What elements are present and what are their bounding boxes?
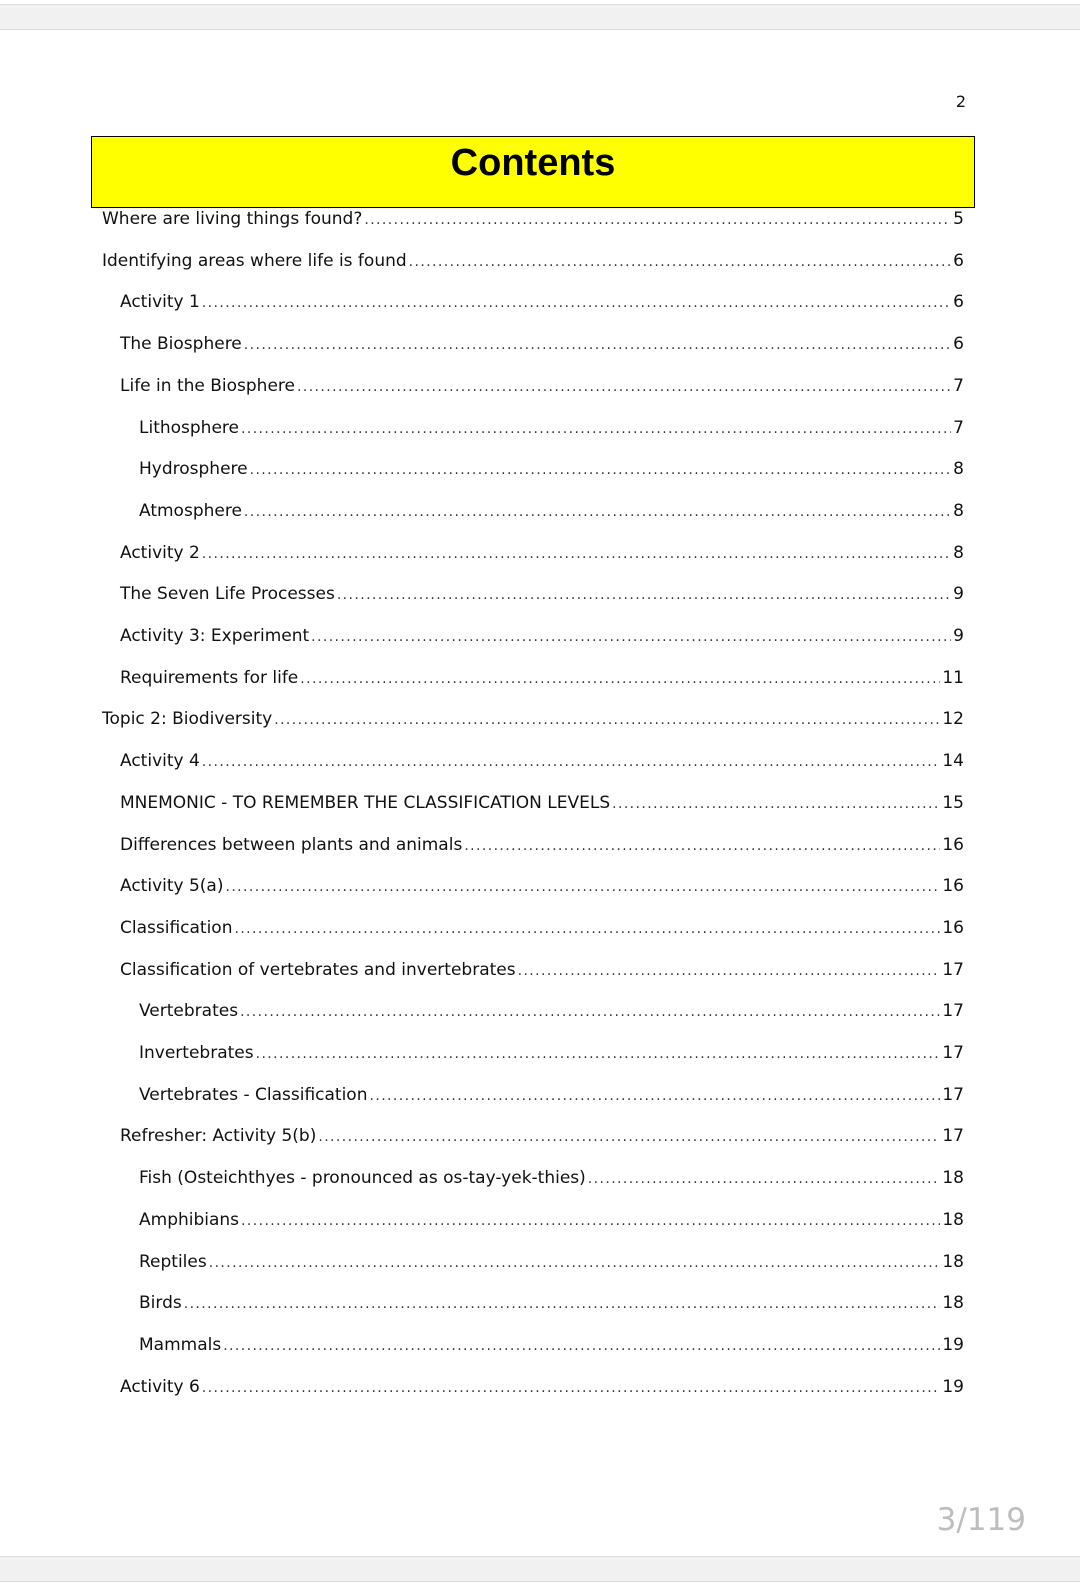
toc-leader-dots [300, 667, 940, 691]
toc-leader-dots [209, 1251, 941, 1275]
toc-entry-label: Requirements for life [120, 667, 299, 688]
toc-leader-dots [370, 1084, 941, 1108]
toc-entry[interactable] [120, 1375, 964, 1399]
toc-entry-page: 17 [942, 1084, 964, 1105]
toc-entry-label: Reptiles [139, 1251, 207, 1272]
toc-entry[interactable] [120, 624, 964, 648]
toc-entry-page: 5 [953, 209, 964, 229]
toc-entry[interactable] [139, 1208, 964, 1232]
toc-entry[interactable] [120, 791, 964, 815]
toc-leader-dots [234, 917, 940, 941]
toc-leader-dots [202, 750, 941, 774]
toc-entry[interactable] [120, 541, 964, 565]
toc-entry[interactable] [120, 666, 964, 690]
toc-entry-page: 14 [942, 751, 964, 772]
toc-entry-page: 11 [942, 667, 964, 688]
toc-entry-label: Hydrosphere [139, 459, 248, 480]
toc-leader-dots [244, 333, 951, 357]
toc-entry-label: Differences between plants and animals [120, 834, 463, 855]
toc-entry[interactable] [139, 1291, 964, 1315]
toc-entry-label: Activity 3: Experiment [120, 626, 310, 646]
toc-entry-page: 16 [942, 917, 964, 938]
toc-entry-page: 8 [953, 459, 964, 480]
contents-heading: Contents [450, 142, 616, 184]
toc-entry-page: 16 [942, 876, 964, 897]
toc-entry-label: Activity 5(a) [120, 876, 224, 897]
toc-entry-label: Vertebrates [139, 1001, 239, 1022]
toc-entry-page: 17 [942, 1001, 964, 1022]
toc-entry[interactable] [120, 833, 964, 857]
toc-entry-label: Refresher: Activity 5(b) [120, 1126, 317, 1147]
toc-entry-page: 18 [942, 1209, 964, 1230]
toc-entry-page: 12 [942, 709, 964, 730]
toc-entry-label: Classification of vertebrates and invertebrates [120, 959, 516, 980]
contents-heading-box [91, 136, 975, 208]
toc-entry-label: Lithosphere [139, 417, 239, 438]
toc-leader-dots [297, 375, 951, 399]
toc-entry-label: Fish (Osteichthyes - pronounced as os-tay-yek-thies) [139, 1168, 586, 1189]
toc-entry[interactable] [139, 1250, 964, 1274]
toc-entry-page: 18 [942, 1168, 964, 1189]
toc-entry-label: MNEMONIC - TO REMEMBER THE CLASSIFICATION LEVELS [120, 792, 611, 813]
toc-leader-dots [223, 1334, 940, 1358]
toc-entry[interactable] [139, 1083, 964, 1107]
toc-entry-page: 16 [942, 834, 964, 855]
toc-entry[interactable] [120, 332, 964, 356]
toc-entry-label: Topic 2: Biodiversity [102, 709, 273, 730]
toc-entry[interactable] [139, 499, 964, 523]
toc-entry-label: Activity 6 [120, 1376, 200, 1397]
toc-entry[interactable] [120, 874, 964, 898]
toc-entry[interactable] [120, 1124, 964, 1148]
toc-entry[interactable] [102, 207, 964, 231]
toc-entry[interactable] [139, 1166, 964, 1190]
toc-entry-page: 17 [942, 1126, 964, 1147]
toc-leader-dots [250, 458, 952, 482]
toc-entry[interactable] [102, 707, 964, 731]
toc-entry-label: Vertebrates - Classification [139, 1084, 368, 1105]
toc-entry-label: Life in the Biosphere [120, 375, 295, 396]
toc-entry[interactable] [120, 290, 964, 314]
viewer-top-bar [0, 4, 1080, 30]
viewer-bottom-bar [0, 1556, 1080, 1582]
toc-entry[interactable] [139, 457, 964, 481]
toc-entry-page: 7 [953, 417, 964, 438]
toc-entry-page: 6 [953, 292, 964, 313]
toc-entry-label: Identifying areas where life is found [102, 250, 407, 271]
toc-entry-page: 19 [942, 1376, 964, 1397]
toc-entry-label: Activity 1 [120, 292, 200, 313]
toc-leader-dots [409, 250, 952, 274]
toc-leader-dots [202, 542, 951, 566]
toc-leader-dots [364, 208, 951, 232]
toc-entry[interactable] [120, 749, 964, 773]
toc-leader-dots [225, 875, 940, 899]
toc-entry-page: 9 [953, 584, 964, 605]
toc-entry[interactable] [139, 416, 964, 440]
toc-entry-page: 18 [942, 1251, 964, 1272]
toc-entry-label: Invertebrates [139, 1043, 254, 1063]
toc-leader-dots [202, 291, 951, 315]
toc-entry[interactable] [139, 1041, 964, 1065]
toc-entry-page: 18 [942, 1293, 964, 1314]
toc-entry-page: 17 [942, 959, 964, 980]
toc-entry[interactable] [139, 999, 964, 1023]
toc-leader-dots [612, 792, 940, 816]
toc-entry[interactable] [120, 958, 964, 982]
toc-entry-label: The Biosphere [120, 334, 242, 355]
toc-entry-label: Activity 4 [120, 751, 200, 772]
toc-entry[interactable] [120, 374, 964, 398]
toc-entry[interactable] [120, 582, 964, 606]
toc-leader-dots [240, 1000, 940, 1024]
toc-entry[interactable] [120, 916, 964, 940]
toc-entry-page: 6 [953, 334, 964, 355]
toc-entry-label: Activity 2 [120, 542, 200, 563]
toc-leader-dots [464, 834, 940, 858]
toc-leader-dots [274, 708, 940, 732]
toc-entry-page: 6 [953, 250, 964, 271]
toc-entry-label: Classification [120, 917, 233, 938]
toc-leader-dots [184, 1292, 941, 1316]
toc-leader-dots [311, 625, 951, 649]
toc-entry-page: 8 [953, 542, 964, 563]
page-number: 2 [955, 92, 966, 111]
page-indicator: 3/119 [936, 1502, 1026, 1538]
toc-leader-dots [202, 1376, 941, 1400]
toc-entry-page: 8 [953, 500, 964, 521]
toc-leader-dots [241, 1209, 940, 1233]
toc-leader-dots [518, 959, 941, 983]
toc-entry-label: Mammals [139, 1334, 222, 1355]
toc-entry-label: Atmosphere [139, 500, 242, 521]
toc-entry-page: 15 [942, 792, 964, 813]
toc-entry-page: 19 [942, 1334, 964, 1355]
toc-entry[interactable] [102, 249, 964, 273]
toc-entry[interactable] [139, 1333, 964, 1357]
toc-leader-dots [256, 1042, 941, 1066]
toc-leader-dots [244, 500, 951, 524]
toc-leader-dots [241, 417, 951, 441]
toc-leader-dots [588, 1167, 941, 1191]
toc-entry-page: 9 [953, 626, 964, 646]
toc-leader-dots [318, 1125, 940, 1149]
toc-entry-page: 17 [942, 1043, 964, 1063]
toc-entry-label: Birds [139, 1293, 182, 1314]
toc-entry-page: 7 [953, 375, 964, 396]
toc-leader-dots [337, 583, 951, 607]
toc-entry-label: Amphibians [139, 1209, 240, 1230]
toc-entry-label: Where are living things found? [102, 209, 363, 229]
toc-entry-label: The Seven Life Processes [120, 584, 335, 605]
